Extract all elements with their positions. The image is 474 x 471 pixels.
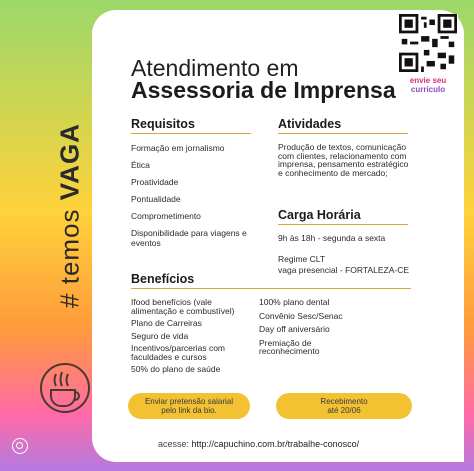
beneficio-item: Convênio Sesc/Senac <box>259 310 343 321</box>
title-line1: Atendimento em <box>131 55 299 81</box>
requisitos-item: Disponibilidade para viagens e eventos <box>131 228 247 248</box>
requisitos-list <box>131 143 256 248</box>
requisitos-divider <box>131 133 251 134</box>
qr-caption <box>404 76 452 94</box>
qr-code-icon[interactable] <box>398 14 458 72</box>
footer-prefix: acesse: <box>158 439 190 449</box>
footer-url-link[interactable]: http://capuchino.com.br/trabalhe-conosco/ <box>191 439 360 449</box>
carga-heading: Carga Horária <box>278 208 361 222</box>
atividades-divider <box>278 133 408 134</box>
beneficio-item: Ifood benefícios (vale alimentação e combustível) <box>131 297 235 316</box>
requisitos-item: Pontualidade <box>131 194 181 204</box>
instagram-icon[interactable] <box>12 438 28 454</box>
carga-local: vaga presencial - FORTALEZA-CE <box>278 265 410 275</box>
requisitos-item: Formação em jornalismo <box>131 143 225 153</box>
salary-button[interactable] <box>128 393 250 419</box>
beneficio-item: Premiação de reconhecimento <box>259 337 320 356</box>
beneficio-item: Day off aniversário <box>259 324 330 334</box>
deadline-button-label: Recebimento até 20/06 <box>320 397 368 415</box>
carga-regime: Regime CLT <box>278 254 326 264</box>
carga-hours: 9h às 18h - segunda a sexta <box>278 233 386 243</box>
atividades-text: Produção de textos, comunicação com clientes, relacionamento com imprensa, pensamento estratégico e conhecimento de mercado; <box>278 142 409 178</box>
qr-caption-line2: currículo <box>410 85 446 94</box>
side-temos: # temos <box>54 208 85 308</box>
beneficios-col1 <box>131 298 256 374</box>
beneficio-item: 100% plano dental <box>259 297 330 307</box>
deadline-button[interactable] <box>276 393 412 419</box>
requisitos-item: Comprometimento <box>131 211 201 221</box>
carga-divider <box>278 224 408 225</box>
beneficios-divider <box>131 288 411 289</box>
beneficio-item: Seguro de vida <box>131 330 189 341</box>
side-banner <box>55 66 86 366</box>
atividades-heading: Atividades <box>278 117 342 131</box>
qr-caption-line1: envie seu <box>409 76 447 85</box>
requisitos-heading: Requisitos <box>131 117 195 131</box>
beneficio-item: Incentivos/parcerias com faculdades e cursos <box>131 343 226 362</box>
title-line2: Assessoria de Imprensa <box>131 77 396 103</box>
side-vaga: VAGA <box>54 123 85 201</box>
requisitos-item: Ética <box>131 160 150 170</box>
beneficio-item: Plano de Carreiras <box>131 318 202 328</box>
beneficios-col2 <box>259 298 374 356</box>
footer <box>158 439 359 449</box>
salary-button-label: Enviar pretensão salarial pelo link da bio. <box>144 397 234 415</box>
beneficio-item: 50% do plano de saúde <box>131 364 221 374</box>
cup-logo-icon <box>34 360 96 414</box>
requisitos-item: Proatividade <box>131 177 179 187</box>
beneficios-heading: Benefícios <box>131 272 195 286</box>
